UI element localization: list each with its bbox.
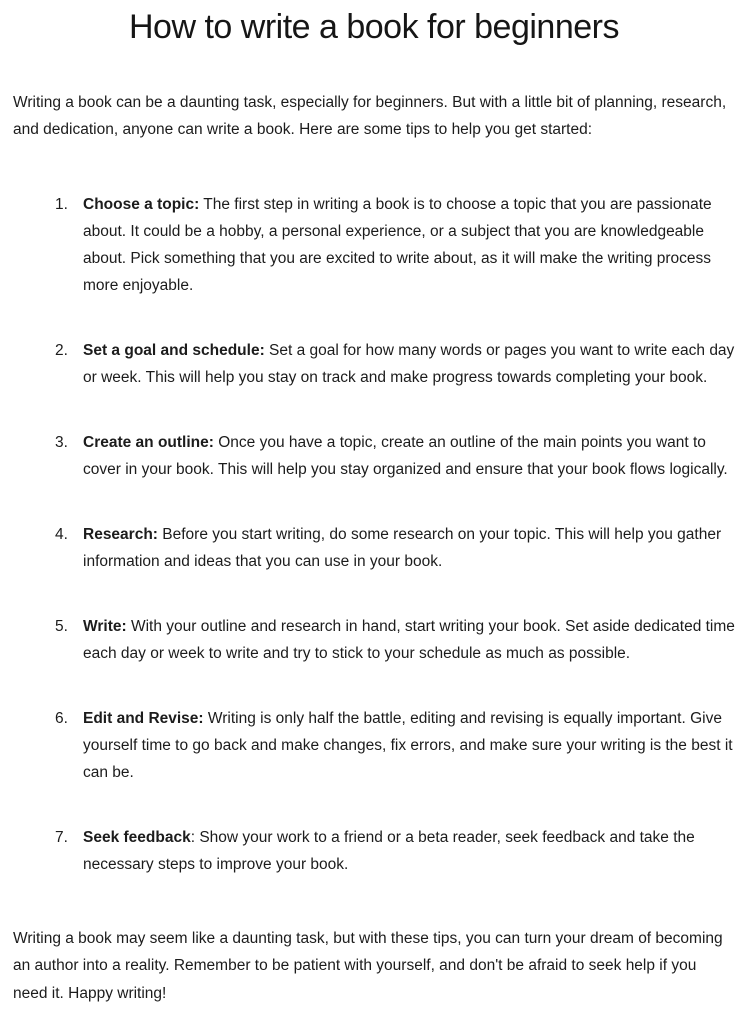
list-item-body	[83, 191, 735, 299]
list-item-text: : Show your work to a friend or a beta reader, seek feedback and take the necessary steps to improve your book.	[83, 828, 695, 873]
list-item-label: Research:	[83, 525, 158, 543]
list-item-body	[83, 429, 735, 483]
list-item-number: 5.	[55, 617, 68, 635]
list-item-text: Set a goal for how many words or pages you want to write each day or week. This will help you stay on track and make progress towards completing your book.	[83, 341, 735, 386]
document-page	[0, 6, 749, 1030]
list-item-text: With your outline and research in hand, start writing your book. Set aside dedicated time each day or week to write and try to stick to your schedule as much as possible.	[83, 617, 735, 662]
list-item	[55, 337, 735, 391]
page-title: How to write a book for beginners	[129, 8, 619, 46]
list-item-text: The first step in writing a book is to choose a topic that you are passionate about. It could be a hobby, a personal experience, or a subject that you are knowledgeable about. Pick something that you are excited to write about, as it will make the writing process more enjoyable.	[83, 195, 712, 294]
list-item	[55, 429, 735, 483]
list-item-number: 3.	[55, 433, 68, 451]
list-item-label: Seek feedback	[83, 828, 191, 846]
list-item-number: 2.	[55, 341, 68, 359]
list-item-number: 4.	[55, 525, 68, 543]
list-item-body	[83, 824, 735, 878]
list-item-body	[83, 613, 735, 667]
list-item-label: Set a goal and schedule:	[83, 341, 265, 359]
list-item-label: Write:	[83, 617, 127, 635]
list-item-number: 7.	[55, 828, 68, 846]
list-item-body	[83, 521, 735, 575]
list-item-text: Before you start writing, do some research on your topic. This will help you gather information and ideas that you can use in your book.	[83, 525, 722, 570]
list-item	[55, 613, 735, 667]
list-item-label: Edit and Revise:	[83, 709, 204, 727]
intro-paragraph: Writing a book can be a daunting task, especially for beginners. But with a little bit of planning, research, and dedication, anyone can write a book. Here are some tips to help you get started:	[13, 93, 727, 138]
closing-paragraph: Writing a book may seem like a daunting task, but with these tips, you can turn your dream of becoming an author into a reality. Remember to be patient with yourself, and don't be afraid to seek help if you need it. Happy writing!	[13, 929, 723, 1002]
list-item-body	[83, 337, 735, 391]
list-item-number: 1.	[55, 195, 68, 213]
list-item	[55, 521, 735, 575]
numbered-list	[13, 191, 735, 878]
list-item-body	[83, 705, 735, 786]
list-item	[55, 705, 735, 786]
list-item-number: 6.	[55, 709, 68, 727]
list-item-text: Writing is only half the battle, editing and revising is equally important. Give yourself time to go back and make changes, fix errors, and make sure your writing is the best it can be.	[83, 709, 733, 781]
list-item-label: Choose a topic:	[83, 195, 200, 213]
list-item	[55, 824, 735, 878]
list-item	[55, 191, 735, 299]
list-item-text: Once you have a topic, create an outline of the main points you want to cover in your book. This will help you stay organized and ensure that your book flows logically.	[83, 433, 728, 478]
list-item-label: Create an outline:	[83, 433, 214, 451]
